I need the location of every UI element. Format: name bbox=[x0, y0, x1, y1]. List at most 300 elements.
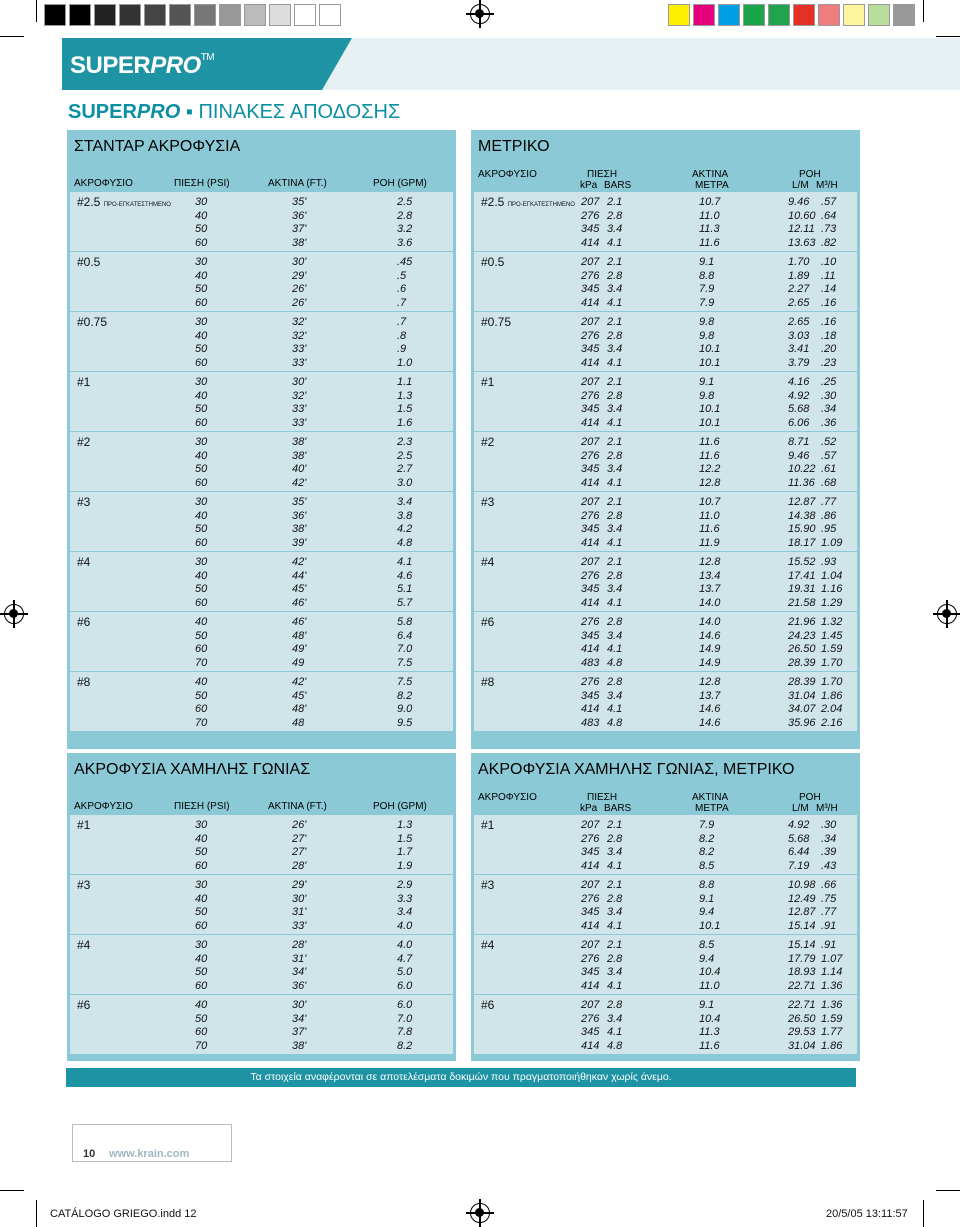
cell-lm: 4.92 bbox=[788, 389, 810, 402]
table-row bbox=[70, 375, 453, 389]
nozzle-size: #2 bbox=[481, 435, 495, 449]
cell-radius: 26' bbox=[292, 283, 307, 296]
cell-kpa: 276 bbox=[581, 509, 600, 522]
cell-radius: 10.4 bbox=[699, 1012, 721, 1025]
header-kpa: kPa bbox=[580, 803, 598, 814]
cell-lm: 21.58 bbox=[788, 596, 816, 609]
cell-flow: 3.6 bbox=[397, 236, 413, 249]
cell-radius: 35' bbox=[292, 496, 307, 508]
cell-kpa: 345 bbox=[581, 689, 600, 702]
header-flow: ΡΟΗ bbox=[799, 169, 821, 180]
cell-radius: 13.7 bbox=[699, 689, 721, 702]
cell-flow: 7.0 bbox=[397, 643, 413, 656]
nozzle-group bbox=[474, 612, 857, 671]
cell-kpa: 276 bbox=[581, 449, 600, 462]
cell-radius: 11.6 bbox=[699, 523, 720, 536]
nozzle-size: #3 bbox=[481, 878, 495, 892]
table-row bbox=[474, 476, 857, 490]
table-row bbox=[474, 555, 857, 569]
cell-pressure: 50 bbox=[195, 966, 208, 979]
cell-kpa: 414 bbox=[581, 979, 600, 992]
cell-radius: 30' bbox=[292, 376, 307, 388]
table-row bbox=[70, 536, 453, 550]
cell-flow: 9.5 bbox=[397, 716, 413, 729]
cell-kpa: 276 bbox=[581, 832, 600, 845]
cell-radius: 38' bbox=[292, 1039, 307, 1052]
crop-mark bbox=[36, 0, 37, 22]
cell-kpa: 207 bbox=[581, 556, 600, 568]
cell-m3h: .77 bbox=[821, 496, 837, 508]
cell-flow: 1.6 bbox=[397, 416, 413, 429]
header-pressure: ΠΙΕΣΗ bbox=[587, 792, 618, 803]
cell-pressure: 40 bbox=[195, 676, 208, 688]
cell-pressure: 50 bbox=[195, 523, 208, 536]
table-row bbox=[474, 495, 857, 509]
table-row bbox=[70, 892, 453, 906]
table-row bbox=[70, 195, 453, 209]
table-row bbox=[474, 569, 857, 583]
cell-m3h: 1.59 bbox=[821, 1012, 843, 1025]
header-flow: ΡΟΗ (GPM) bbox=[373, 178, 427, 189]
header-radius: ΑΚΤΙΝΑ bbox=[692, 169, 729, 180]
cell-flow: 7.8 bbox=[397, 1026, 413, 1039]
cell-radius: 44' bbox=[292, 569, 307, 582]
cell-pressure: 60 bbox=[195, 1026, 208, 1039]
cell-pressure: 60 bbox=[195, 356, 208, 369]
cell-bars: 4.1 bbox=[607, 416, 623, 429]
table-row bbox=[474, 1012, 857, 1026]
footnote: Τα στοιχεία αναφέρονται σε αποτελέσματα δοκιμών που πραγματοποιήθηκαν χωρίς άνεμο. bbox=[66, 1068, 856, 1087]
cell-flow: .45 bbox=[397, 256, 413, 268]
cell-bars: 4.8 bbox=[607, 716, 623, 729]
table-panel bbox=[67, 130, 456, 749]
cell-kpa: 207 bbox=[581, 939, 600, 951]
cell-bars: 2.8 bbox=[607, 329, 623, 342]
cell-radius: 30' bbox=[292, 999, 307, 1011]
color-swatch bbox=[793, 4, 815, 26]
cell-radius: 8.8 bbox=[699, 269, 715, 282]
table-row bbox=[70, 416, 453, 430]
cell-lm: 21.96 bbox=[788, 616, 816, 628]
header-nozzle: ΑΚΡΟΦΥΣΙΟ bbox=[478, 792, 537, 803]
cell-lm: 9.46 bbox=[788, 196, 810, 208]
registration-dot bbox=[9, 609, 18, 618]
table-row bbox=[70, 402, 453, 416]
color-swatch bbox=[94, 4, 116, 26]
cell-lm: 15.52 bbox=[788, 556, 816, 568]
table-row bbox=[70, 282, 453, 296]
cell-flow: 1.3 bbox=[397, 389, 413, 402]
cell-pressure: 40 bbox=[195, 329, 208, 342]
header-pressure: ΠΙΕΣΗ bbox=[587, 169, 618, 180]
cell-bars: 3.4 bbox=[607, 1012, 623, 1025]
cell-lm: 3.79 bbox=[788, 356, 810, 369]
cell-lm: 35.96 bbox=[788, 716, 816, 729]
cell-m3h: .52 bbox=[821, 436, 837, 448]
table-row bbox=[474, 878, 857, 892]
table-row bbox=[474, 416, 857, 430]
table-row bbox=[474, 656, 857, 670]
table-row bbox=[474, 938, 857, 952]
cell-radius: 28' bbox=[292, 859, 307, 872]
cell-radius: 40' bbox=[292, 463, 307, 476]
cell-lm: 12.11 bbox=[788, 223, 815, 236]
cell-radius: 14.0 bbox=[699, 616, 721, 628]
cell-flow: 4.2 bbox=[397, 523, 413, 536]
table-title: ΜΕΤΡΙΚΟ bbox=[478, 138, 550, 155]
color-swatch bbox=[319, 4, 341, 26]
cell-pressure: 30 bbox=[195, 316, 208, 328]
cell-lm: 2.27 bbox=[788, 283, 810, 296]
cell-radius: 48' bbox=[292, 703, 307, 716]
cell-lm: 11.36 bbox=[788, 476, 815, 489]
registration-dot bbox=[475, 9, 484, 18]
preinstalled-note: ΠΡΟ-ΕΓΚΑΤΕΣΤΗΜΕΝΟ bbox=[103, 202, 171, 208]
cell-m3h: .43 bbox=[821, 859, 837, 872]
cell-radius: 12.8 bbox=[699, 676, 721, 688]
cell-m3h: .34 bbox=[821, 403, 837, 416]
cell-flow: 4.8 bbox=[397, 536, 413, 549]
cell-lm: 17.41 bbox=[788, 569, 816, 582]
cell-pressure: 30 bbox=[195, 496, 208, 508]
cell-m3h: .23 bbox=[821, 356, 837, 369]
table-row bbox=[70, 905, 453, 919]
cell-m3h: .95 bbox=[821, 523, 837, 536]
cell-flow: .7 bbox=[397, 296, 407, 309]
table-row bbox=[70, 356, 453, 370]
cell-radius: 11.0 bbox=[699, 209, 720, 222]
table-row bbox=[70, 845, 453, 859]
cell-lm: 31.04 bbox=[788, 1039, 816, 1052]
cell-lm: 18.93 bbox=[788, 966, 816, 979]
cell-kpa: 276 bbox=[581, 1012, 600, 1025]
brand-banner bbox=[62, 38, 960, 90]
color-swatch bbox=[893, 4, 915, 26]
cell-kpa: 207 bbox=[581, 256, 600, 268]
cell-flow: 4.0 bbox=[397, 939, 413, 951]
cell-pressure: 50 bbox=[195, 689, 208, 702]
cell-bars: 4.1 bbox=[607, 703, 623, 716]
nozzle-group bbox=[474, 935, 857, 994]
cell-flow: 1.3 bbox=[397, 819, 413, 831]
cell-radius: 11.3 bbox=[699, 223, 720, 236]
cell-flow: 6.0 bbox=[397, 999, 413, 1011]
cell-m3h: 1.36 bbox=[821, 999, 843, 1011]
nozzle-size: #6 bbox=[77, 615, 91, 629]
table-row bbox=[474, 1039, 857, 1053]
table-row bbox=[70, 476, 453, 490]
cell-radius: 29' bbox=[292, 879, 307, 891]
cell-m3h: 1.32 bbox=[821, 616, 843, 628]
nozzle-group bbox=[474, 252, 857, 311]
cell-m3h: 1.04 bbox=[821, 569, 843, 582]
table-title: ΑΚΡΟΦΥΣΙΑ ΧΑΜΗΛΗΣ ΓΩΝΙΑΣ bbox=[74, 761, 311, 778]
cell-m3h: .66 bbox=[821, 879, 837, 891]
cell-m3h: .73 bbox=[821, 223, 837, 236]
cell-pressure: 60 bbox=[195, 596, 208, 609]
cell-lm: 24.23 bbox=[788, 629, 816, 642]
cell-lm: 9.46 bbox=[788, 449, 810, 462]
nozzle-group bbox=[474, 432, 857, 491]
cell-radius: 9.1 bbox=[699, 256, 715, 268]
table-row bbox=[70, 702, 453, 716]
table-row bbox=[70, 919, 453, 933]
cell-flow: 4.7 bbox=[397, 952, 413, 965]
registration-mark-icon bbox=[470, 4, 490, 24]
cell-lm: 1.89 bbox=[788, 269, 810, 282]
table-row bbox=[474, 892, 857, 906]
cell-radius: 49 bbox=[292, 656, 305, 669]
table-row bbox=[474, 998, 857, 1012]
cell-radius: 39' bbox=[292, 536, 307, 549]
cell-kpa: 207 bbox=[581, 496, 600, 508]
cell-kpa: 414 bbox=[581, 356, 600, 369]
cell-lm: 18.17 bbox=[788, 536, 816, 549]
cell-bars: 4.1 bbox=[607, 643, 623, 656]
cell-radius: 14.0 bbox=[699, 596, 721, 609]
table-row bbox=[474, 845, 857, 859]
cell-radius: 13.7 bbox=[699, 583, 721, 596]
cell-radius: 38' bbox=[292, 449, 307, 462]
cell-radius: 33' bbox=[292, 356, 307, 369]
cell-bars: 2.1 bbox=[607, 939, 623, 951]
cell-bars: 3.4 bbox=[607, 906, 623, 919]
table-row bbox=[474, 375, 857, 389]
cell-radius: 38' bbox=[292, 436, 307, 448]
website-link[interactable]: www.krain.com bbox=[109, 1148, 190, 1160]
cell-m3h: .30 bbox=[821, 819, 837, 831]
cell-radius: 45' bbox=[292, 583, 307, 596]
cell-pressure: 60 bbox=[195, 476, 208, 489]
cell-m3h: .30 bbox=[821, 389, 837, 402]
cell-flow: 1.0 bbox=[397, 356, 413, 369]
table-row bbox=[70, 449, 453, 463]
table-row bbox=[474, 222, 857, 236]
cell-lm: 10.22 bbox=[788, 463, 816, 476]
cell-flow: 3.3 bbox=[397, 892, 413, 905]
nozzle-size: #8 bbox=[481, 675, 495, 689]
cell-m3h: .39 bbox=[821, 846, 837, 859]
table-row bbox=[70, 629, 453, 643]
cell-flow: 5.8 bbox=[397, 616, 413, 628]
cell-pressure: 70 bbox=[195, 716, 208, 729]
cell-m3h: 1.70 bbox=[821, 676, 843, 688]
cell-flow: 9.0 bbox=[397, 703, 413, 716]
cell-kpa: 345 bbox=[581, 906, 600, 919]
nozzle-group bbox=[474, 552, 857, 611]
table-row bbox=[70, 255, 453, 269]
cell-kpa: 414 bbox=[581, 596, 600, 609]
cell-bars: 2.8 bbox=[607, 269, 623, 282]
table-row bbox=[474, 435, 857, 449]
header-m3h: M³/H bbox=[816, 803, 838, 814]
cell-bars: 2.1 bbox=[607, 376, 623, 388]
cell-radius: 27' bbox=[292, 846, 307, 859]
cell-lm: 4.16 bbox=[788, 376, 810, 388]
header-lm: L/M bbox=[792, 803, 809, 814]
cell-bars: 2.1 bbox=[607, 496, 623, 508]
cell-bars: 4.1 bbox=[607, 596, 623, 609]
nozzle-group bbox=[474, 815, 857, 874]
cell-bars: 2.1 bbox=[607, 196, 623, 208]
cell-kpa: 276 bbox=[581, 209, 600, 222]
cell-flow: 3.4 bbox=[397, 496, 413, 508]
cell-m3h: .93 bbox=[821, 556, 837, 568]
table-row bbox=[474, 536, 857, 550]
cell-radius: 27' bbox=[292, 832, 307, 845]
table-row bbox=[70, 818, 453, 832]
table-row bbox=[474, 389, 857, 403]
table-row bbox=[474, 615, 857, 629]
cell-flow: 1.9 bbox=[397, 859, 413, 872]
cell-flow: .9 bbox=[397, 343, 407, 356]
cell-m3h: .86 bbox=[821, 509, 837, 522]
cell-radius: 8.5 bbox=[699, 939, 715, 951]
cell-radius: 30' bbox=[292, 256, 307, 268]
cell-flow: 1.5 bbox=[397, 403, 413, 416]
header-pressure: ΠΙΕΣΗ (PSI) bbox=[174, 801, 230, 812]
cell-radius: 34' bbox=[292, 966, 307, 979]
header-bars: BARS bbox=[604, 180, 632, 191]
table-row bbox=[474, 675, 857, 689]
cell-lm: 6.44 bbox=[788, 846, 810, 859]
cell-flow: .7 bbox=[397, 316, 407, 328]
nozzle-size: #2 bbox=[77, 435, 91, 449]
table-row bbox=[474, 282, 857, 296]
color-swatch bbox=[743, 4, 765, 26]
cell-radius: 36' bbox=[292, 979, 307, 992]
cell-m3h: 1.14 bbox=[821, 966, 843, 979]
cell-kpa: 276 bbox=[581, 569, 600, 582]
cell-pressure: 30 bbox=[195, 879, 208, 891]
cell-lm: 15.14 bbox=[788, 919, 816, 932]
cell-radius: 11.0 bbox=[699, 509, 720, 522]
cell-radius: 10.1 bbox=[699, 919, 721, 932]
color-swatch bbox=[768, 4, 790, 26]
cell-bars: 4.8 bbox=[607, 656, 623, 669]
cell-pressure: 40 bbox=[195, 449, 208, 462]
table-row bbox=[474, 716, 857, 730]
cell-lm: 12.87 bbox=[788, 906, 816, 919]
cell-bars: 2.8 bbox=[607, 616, 623, 628]
cell-flow: .6 bbox=[397, 283, 407, 296]
cell-bars: 2.1 bbox=[607, 256, 623, 268]
cell-m3h: 2.04 bbox=[821, 703, 843, 716]
nozzle-group bbox=[70, 552, 453, 611]
cell-pressure: 40 bbox=[195, 269, 208, 282]
cell-lm: 7.19 bbox=[788, 859, 810, 872]
page-title: SUPERPRO ▪ ΠΙΝΑΚΕΣ ΑΠΟΔΟΣΗΣ bbox=[68, 101, 401, 123]
cell-radius: 48 bbox=[292, 716, 305, 729]
cell-m3h: 1.86 bbox=[821, 689, 843, 702]
table-row bbox=[474, 952, 857, 966]
cell-kpa: 345 bbox=[581, 629, 600, 642]
cell-kpa: 414 bbox=[581, 643, 600, 656]
cell-flow: 3.4 bbox=[397, 906, 413, 919]
table-panel bbox=[471, 753, 860, 1061]
cell-pressure: 30 bbox=[195, 819, 208, 831]
cell-radius: 11.9 bbox=[699, 536, 720, 549]
cell-bars: 2.8 bbox=[607, 569, 623, 582]
cell-radius: 7.9 bbox=[699, 296, 715, 309]
cell-kpa: 207 bbox=[581, 436, 600, 448]
cell-lm: 5.68 bbox=[788, 832, 810, 845]
cell-radius: 9.8 bbox=[699, 329, 715, 342]
cell-bars: 4.1 bbox=[607, 356, 623, 369]
cell-m3h: .91 bbox=[821, 939, 837, 951]
cell-bars: 2.8 bbox=[607, 209, 623, 222]
cell-pressure: 70 bbox=[195, 1039, 208, 1052]
cell-flow: 6.4 bbox=[397, 629, 413, 642]
cell-flow: 7.5 bbox=[397, 676, 413, 688]
cell-pressure: 60 bbox=[195, 416, 208, 429]
cell-pressure: 50 bbox=[195, 1012, 208, 1025]
table-row bbox=[70, 495, 453, 509]
cell-pressure: 40 bbox=[195, 999, 208, 1011]
cell-m3h: .36 bbox=[821, 416, 837, 429]
table-row bbox=[70, 675, 453, 689]
cell-m3h: .82 bbox=[821, 236, 837, 249]
cell-radius: 8.2 bbox=[699, 832, 715, 845]
table-row bbox=[70, 269, 453, 283]
table-row bbox=[70, 435, 453, 449]
table-row bbox=[70, 522, 453, 536]
cell-m3h: .68 bbox=[821, 476, 837, 489]
table-row bbox=[70, 555, 453, 569]
cell-m3h: 1.29 bbox=[821, 596, 843, 609]
cell-bars: 4.1 bbox=[607, 859, 623, 872]
table-row bbox=[474, 462, 857, 476]
header-nozzle: ΑΚΡΟΦΥΣΙΟ bbox=[478, 169, 537, 180]
print-footer bbox=[0, 1190, 960, 1227]
table-row bbox=[474, 702, 857, 716]
cell-bars: 4.1 bbox=[607, 979, 623, 992]
cell-flow: 3.0 bbox=[397, 476, 413, 489]
nozzle-group bbox=[70, 492, 453, 551]
cell-m3h: .77 bbox=[821, 906, 837, 919]
cell-radius: 42' bbox=[292, 556, 307, 568]
cell-flow: 5.1 bbox=[397, 583, 413, 596]
nozzle-group bbox=[70, 995, 453, 1054]
cell-m3h: .16 bbox=[821, 316, 837, 328]
cell-lm: 3.03 bbox=[788, 329, 810, 342]
cell-radius: 7.9 bbox=[699, 819, 715, 831]
nozzle-size: #3 bbox=[481, 495, 495, 509]
nozzle-group bbox=[70, 935, 453, 994]
cell-kpa: 276 bbox=[581, 389, 600, 402]
cell-m3h: 2.16 bbox=[821, 716, 843, 729]
table-panel bbox=[471, 130, 860, 749]
cell-flow: 5.0 bbox=[397, 966, 413, 979]
nozzle-size: #3 bbox=[77, 495, 91, 509]
color-swatch bbox=[44, 4, 66, 26]
cell-radius: 9.1 bbox=[699, 892, 715, 905]
cell-pressure: 50 bbox=[195, 846, 208, 859]
cell-kpa: 345 bbox=[581, 463, 600, 476]
cell-bars: 2.8 bbox=[607, 509, 623, 522]
cell-pressure: 60 bbox=[195, 979, 208, 992]
nozzle-group bbox=[474, 372, 857, 431]
cell-m3h: .20 bbox=[821, 343, 837, 356]
cell-radius: 42' bbox=[292, 476, 307, 489]
cell-kpa: 414 bbox=[581, 476, 600, 489]
cell-pressure: 60 bbox=[195, 296, 208, 309]
cell-m3h: .75 bbox=[821, 892, 837, 905]
table-row bbox=[474, 596, 857, 610]
color-swatch bbox=[219, 4, 241, 26]
cell-radius: 10.1 bbox=[699, 403, 721, 416]
color-swatch bbox=[868, 4, 890, 26]
